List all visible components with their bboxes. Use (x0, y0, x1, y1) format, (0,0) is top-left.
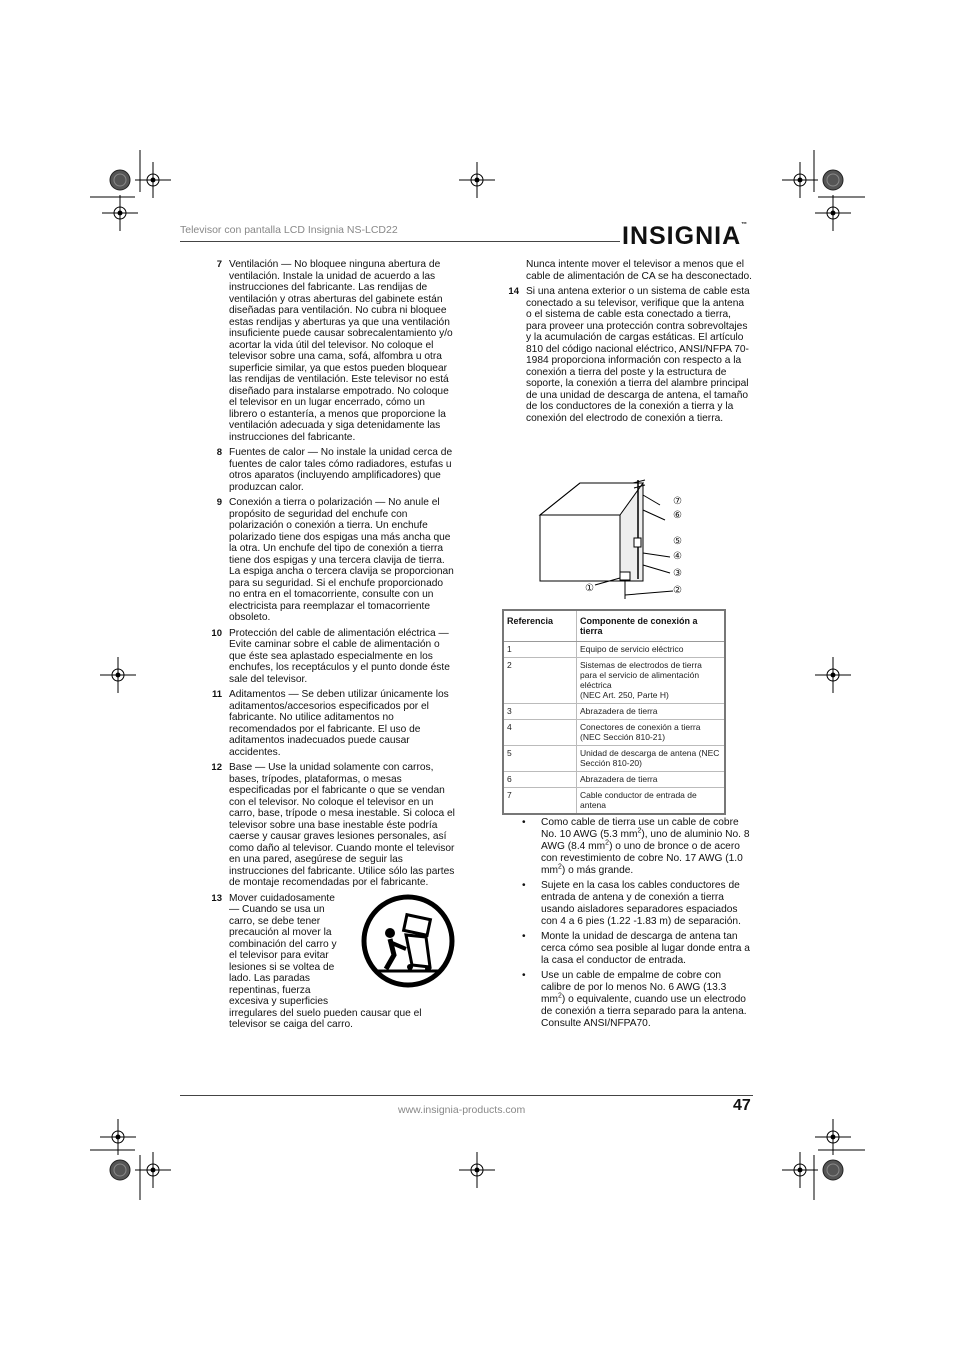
table-row (503, 720, 725, 746)
header-rule (180, 241, 620, 242)
diagram-label-5: ⑤ (673, 536, 682, 547)
item-text: Conexión a tierra o polarización — No anule el propósito de seguridad del enchufe con polarización o conexión a tierra. Un enchufe polarizado tiene dos espigas una más ancha que la otra. Un enchufe del tipo de conexión a tierra tiene dos espigas y una tercera clavija de tierra. La espiga ancha o tercera clavija se proporcionan para su seguridad. Si el enchufe proporcionado no entra en el tomacorriente, consulte con un electricista para reemplazar el tomacorriente obsoleto. (229, 497, 454, 623)
list-item (205, 259, 455, 443)
list-item (517, 880, 752, 928)
item-number: 11 (211, 689, 222, 700)
page-number: 47 (733, 1097, 751, 1114)
table-cell: Abrazadera de tierra (577, 704, 726, 720)
table-cell: 7 (503, 788, 577, 815)
list-item (517, 970, 752, 1030)
table-cell: Equipo de servicio eléctrico (577, 642, 726, 658)
table-cell: Cable conductor de entrada de antena (577, 788, 726, 815)
table-cell: 4 (503, 720, 577, 746)
list-item (205, 447, 455, 493)
diagram-label-3: ③ (673, 568, 682, 579)
cart-warning-icon (360, 893, 456, 989)
bullet-marker: • (522, 880, 526, 891)
item-13-continued: Nunca intente mover el televisor a menos que el cable de alimentación de CA se ha desconectado. (526, 259, 752, 282)
bullet-marker: • (522, 931, 526, 942)
item-number: 14 (508, 286, 519, 297)
item-number: 8 (216, 447, 222, 458)
bullet-text: Monte la unidad de descarga de antena tan cerca cómo sea posible al lugar donde entra a la casa el conductor de entrada. (541, 931, 750, 966)
diagram-label-7: ⑦ (673, 496, 682, 507)
table-row (503, 746, 725, 772)
table-header: Componente de conexión a tierra (577, 610, 726, 642)
item-text: Si una antena exterior o un sistema de cable esta conectado a su televisor, verifique que la antena o el sistema de cable esta conectado a tierra, para proveer una protección contra sobrevoltajes y la acumulación de cargas estáticas. El artículo 810 del código nacional eléctrico, ANSI/NFPA 70-1984 proporciona información con respecto a la conexión a tierra del poste y la estructura de soporte, la conexión a tierra del alambre principal de una unidad de descarga de antena, el tamaño de los conductores de la conexión a tierra y la conexión del electrodo de conexión a tierra. (526, 286, 750, 424)
left-column (205, 259, 455, 1035)
antenna-grounding-diagram (535, 475, 715, 603)
item-text: Aditamentos — Se deben utilizar únicamente los aditamentos/accesorios especificados por el fabricante. No utilice aditamentos no recomendados por el fabricante. El uso de aditamentos inadecuados puede causar accidentes. (229, 689, 449, 758)
bullet-text: Use un cable de empalme de cobre con calibre de por lo menos No. 6 AWG (13.3 $mm^2$) o equivalente, cuando use un electrodo de conexión a tierra separado para la antena. Consulte ANSI/NFPA70. (541, 970, 747, 1029)
bullet-list (517, 817, 752, 1033)
footer-rule (180, 1095, 753, 1096)
table-cell: Conectores de conexión a tierra (NEC Sección 810-21) (577, 720, 726, 746)
item-text: Fuentes de calor — No instale la unidad cerca de fuentes de calor tales cómo radiadores, estufas u otros aparatos (incluyendo amplificadores) que produzcan calor. (229, 447, 453, 493)
table-cell: Abrazadera de tierra (577, 772, 726, 788)
table-row (503, 788, 725, 815)
logo-text: INSIGNIA (622, 222, 742, 250)
list-item (205, 628, 455, 686)
table-cell: 1 (503, 642, 577, 658)
table-header: Referencia (503, 610, 577, 642)
list-item (502, 286, 752, 424)
item-number: 13 (211, 892, 222, 904)
table-row (503, 772, 725, 788)
item-number: 10 (211, 627, 222, 639)
list-item (205, 762, 455, 889)
item-number: 7 (216, 259, 222, 270)
item-text: Protección del cable de alimentación eléctrica — Evite caminar sobre el cable de alimentación o que éste sea aplastado especialmente en los enchufes, los receptáculos y el punto donde éste sale del televisor. (229, 627, 450, 685)
grounding-reference-table (502, 609, 726, 815)
item-text: Base — Use la unidad solamente con carros, bases, trípodes, plataformas, o mesas especificadas por el fabricante o que se vendan con el televisor. No coloque el televisor en un carro, base, trípode o mesa inestable. Si coloca el televisor sobre una base inestable éste podría caerse y causar graves lesiones personales, así como daño al televisor. Cuando monte el televisor en una pared, asegúrese de seguir las instrucciones del fabricante. Utilice sólo las partes de montaje recomendadas por el fabricante. (229, 762, 455, 888)
table-row (503, 642, 725, 658)
list-item (517, 817, 752, 877)
insignia-logo (622, 222, 747, 251)
bullet-marker: • (522, 970, 526, 981)
item-number: 9 (216, 497, 222, 508)
diagram-label-6: ⑥ (673, 510, 682, 521)
list-item (205, 893, 455, 1031)
table-cell: 5 (503, 746, 577, 772)
logo-tm: ™ (741, 222, 748, 228)
header-title: Televisor con pantalla LCD Insignia NS-LCD22 (180, 224, 398, 236)
table-header-row (503, 610, 725, 642)
item-text: Ventilación — No bloquee ninguna abertura de ventilación. Instale la unidad de acuerdo a las instrucciones del fabricante. Las rendijas de ventilación y otras aberturas del gabinete están diseñadas para ventilación. No cubra ni bloquee estas rendijas y aberturas ya que una ventilación insuficiente puede causar sobrecalentamiento y/o acortar la vida útil del televisor. No coloque el televisor sobre una cama, sofá, alfombra u otra superficie similar, ya que estos pueden bloquear las rendijas de ventilación. Este televisor no está diseñado para instalarse empotrado. No coloque el televisor en un lugar encerrado, cómo un librero o estantería, a menos que proporcione la ventilación adecuada y siga detenidamente las instrucciones del fabricante. (229, 259, 453, 443)
list-item (517, 931, 752, 967)
item-text: Mover cuidadosamente — Cuando se usa un carro, se debe tener precaución al mover la combinación del carro y el televisor para evitar lesiones si se voltea de lado. Las paradas repentinas, fuerza excesiva y superficies (229, 892, 337, 1007)
table-cell: 3 (503, 704, 577, 720)
table-cell: 6 (503, 772, 577, 788)
bullet-text: Como cable de tierra use un cable de cobre No. 10 AWG (5.3 $mm^2$), uno de aluminio No. 8 AWG (8.4 $mm^2$) o uno de bronce o de acero con revestimiento de cobre No. 17 AWG (1.0 $mm^2$) o más grande. (541, 817, 750, 876)
bullet-marker: • (522, 817, 526, 828)
right-column (502, 259, 752, 428)
diagram-label-1: ① (585, 583, 594, 594)
table-cell: 2 (503, 658, 577, 704)
item-number: 12 (211, 762, 222, 773)
table-row (503, 704, 725, 720)
diagram-label-4: ④ (673, 551, 682, 562)
list-item (205, 689, 455, 758)
list-item (205, 497, 455, 624)
table-cell: Sistemas de electrodos de tierra para el servicio de alimentación eléctrica (NEC Art. 250, Parte H) (577, 658, 726, 704)
item-text-continued: irregulares del suelo pueden causar que el televisor se caiga del carro. (229, 1007, 422, 1030)
table-row (503, 658, 725, 704)
diagram-label-2: ② (673, 585, 682, 596)
table-cell: Unidad de descarga de antena (NEC Sección 810-20) (577, 746, 726, 772)
footer-url[interactable]: www.insignia-products.com (398, 1104, 526, 1116)
bullet-text: Sujete en la casa los cables conductores de entrada de antena y de conexión a tierra usando aisladores separadores espaciados con 4 a 6 pies (1.22 -1.83 m) de separación. (541, 880, 741, 927)
